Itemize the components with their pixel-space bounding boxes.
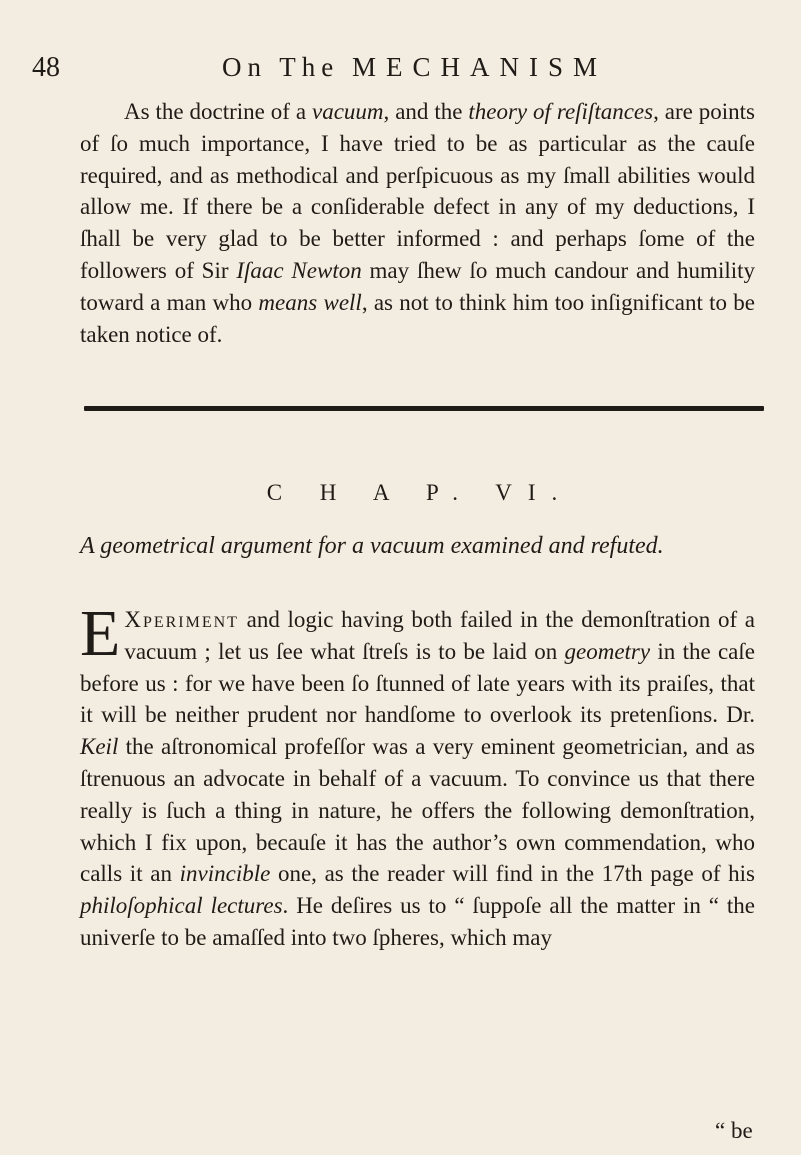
running-title-prefix: On The (222, 52, 340, 82)
text-run: . He deſires us to “ ſuppoſe all the matter in “ the univerſe to be amaſſed into two ſpheres, which may (80, 893, 755, 950)
chapter-heading: C H A P. VI. (266, 480, 574, 505)
italic-run: philoſophical lectures (80, 893, 283, 919)
paragraph-text (80, 96, 755, 350)
paragraph-geometric-argument (80, 597, 755, 954)
running-title-main: MECHANISM (352, 52, 608, 82)
text-run: the aſtronomical profeſſor was a very eminent geometrician, and as ſtrenuous an advocate in behalf of a vacuum. To convince us that there really is ſuch a thing in nature, he offers the following demonſtration, which I fix upon, becauſe it has the author’s own commendation, who calls it an (80, 734, 755, 887)
italic-run: invincible (179, 861, 271, 887)
text-run: , are points of ſo much importance, I have tried to be as particular as the cauſe required, and as methodical and perſpicuous as my ſmall abilities would allow me. If there be a conſiderable defect in any of my deductions, I ſhall be very glad to be better informed : and perhaps ſome of the followers of Sir (80, 99, 755, 283)
running-title (222, 52, 607, 83)
text-run: As the doctrine of a (124, 99, 312, 124)
italic-run: geometry (564, 638, 651, 664)
italic-run: Keil (80, 734, 119, 760)
page-header (32, 52, 772, 100)
text-run: one, as the reader will find in the 17th page of his (270, 861, 755, 887)
lead-word: Xperiment (124, 607, 239, 632)
italic-run: vacuum (312, 99, 384, 124)
italic-run: Iſaac Newton (236, 257, 362, 283)
text-run: in the caſe before us : for we have been ſo ſtunned of late years with its praiſes, that it will be neither prudent nor handſome to overlook its pretenſions. Dr. (80, 638, 755, 728)
paragraph-text (80, 597, 755, 954)
page-number: 48 (32, 52, 60, 83)
italic-run: theory of reſiſtances (468, 99, 654, 124)
text-run: , and the (383, 99, 469, 124)
text-run: may ſhew ſo much candour and humility toward a man who (80, 257, 756, 315)
paragraph-vacuum-doctrine (80, 96, 755, 350)
catchword: “ be (715, 1118, 753, 1143)
italic-run: means well (258, 289, 362, 315)
section-divider (84, 406, 764, 411)
text-run: , as not to think him too inſignificant to be taken notice of. (80, 289, 755, 347)
text-run: and logic having both failed in the demonſtration of a vacuum ; let us ſee what ſtreſs is to be laid on (124, 607, 755, 664)
chapter-subtitle: A geometrical argument for a vacuum examined and refuted. (80, 533, 664, 559)
drop-cap: E (80, 597, 121, 670)
